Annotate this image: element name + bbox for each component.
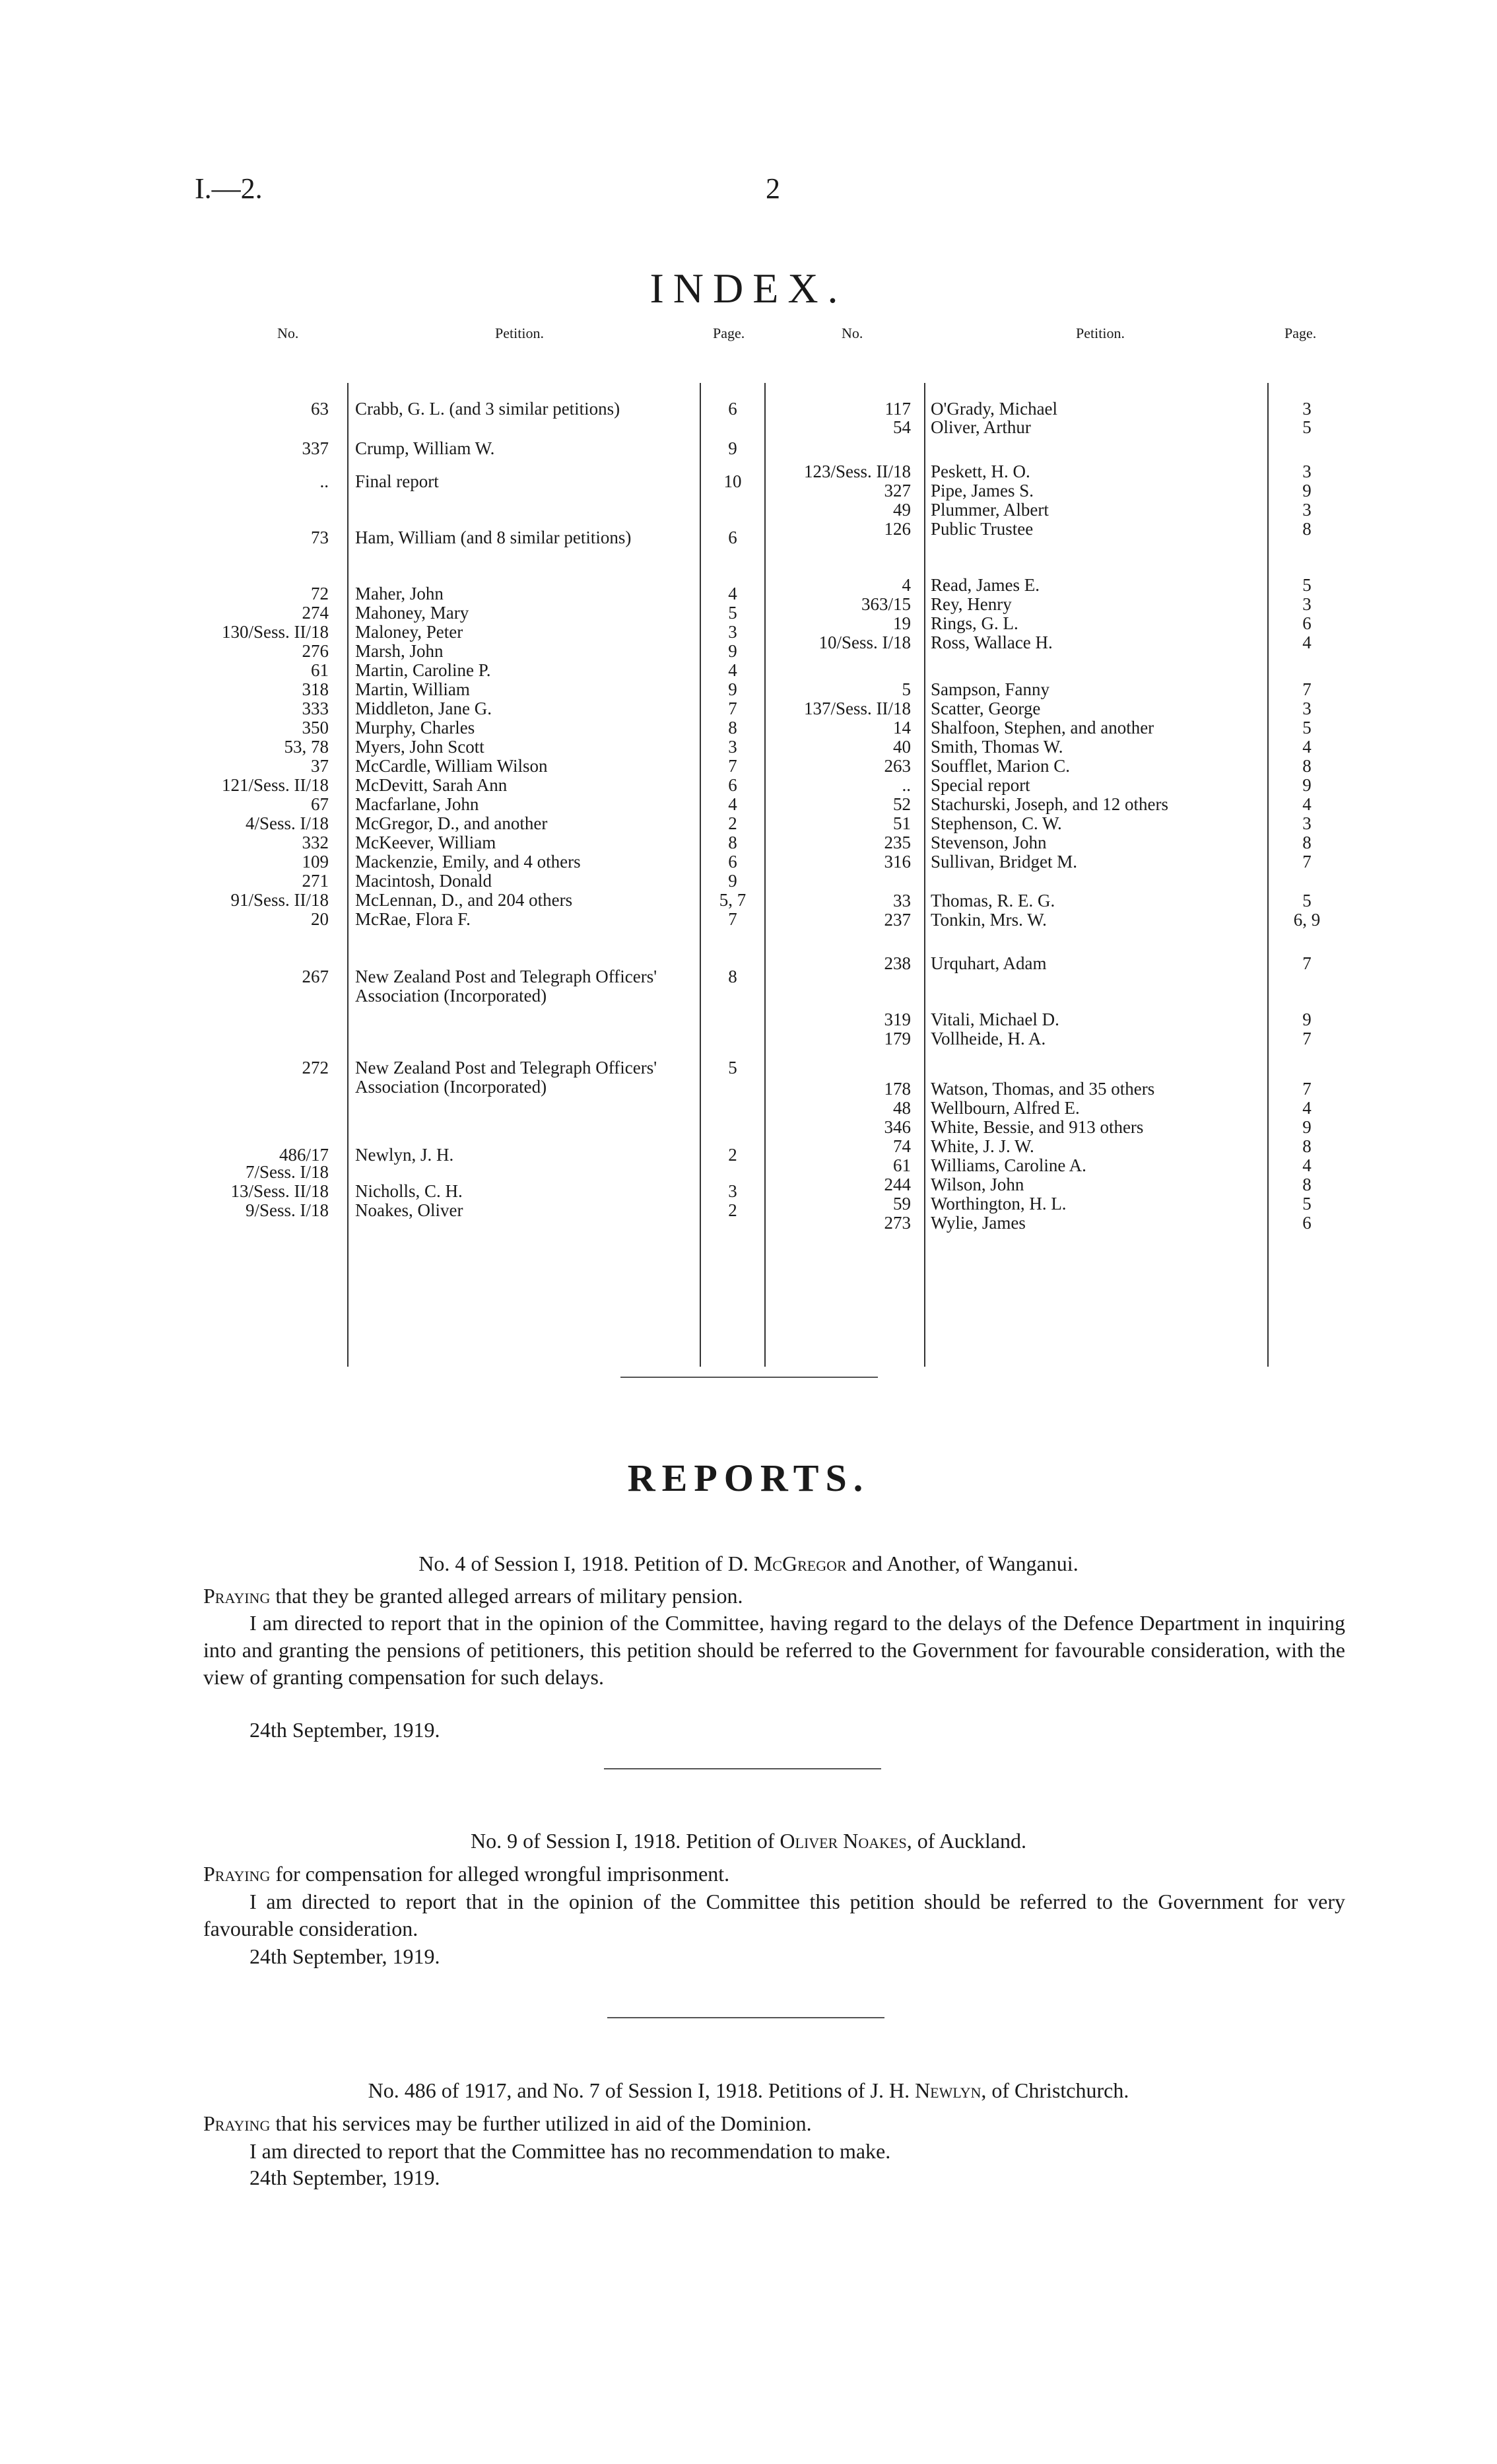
table-row bbox=[185, 737, 766, 757]
row-petition: Final report bbox=[355, 471, 439, 491]
row-page: 8 bbox=[1302, 756, 1312, 776]
index-table-left bbox=[185, 324, 766, 1314]
row-petition: Stephenson, C. W. bbox=[931, 813, 1062, 833]
row-page: 7 bbox=[728, 909, 737, 929]
column-header-page: Page. bbox=[1284, 325, 1317, 341]
row-number: 40 bbox=[893, 737, 911, 757]
row-page: 6, 9 bbox=[1293, 910, 1321, 930]
table-row bbox=[766, 1099, 1347, 1118]
row-page: 2 bbox=[728, 1200, 737, 1220]
row-page: 5 bbox=[1302, 718, 1312, 737]
row-number: 91/Sess. II/18 bbox=[230, 890, 329, 910]
row-page: 8 bbox=[1302, 519, 1312, 539]
table-row bbox=[185, 891, 766, 910]
row-petition: White, J. J. W. bbox=[931, 1136, 1034, 1156]
row-number: 327 bbox=[884, 481, 911, 500]
row-petition: O'Grady, Michael bbox=[931, 399, 1058, 419]
table-row bbox=[185, 718, 766, 737]
table-row bbox=[185, 795, 766, 814]
row-number: 37 bbox=[311, 756, 329, 776]
row-petition: Martin, Caroline P. bbox=[355, 660, 491, 680]
table-row bbox=[766, 1175, 1347, 1194]
row-page: 5 bbox=[1302, 417, 1312, 437]
table-row bbox=[766, 718, 1347, 737]
row-page: 4 bbox=[1302, 737, 1312, 757]
row-petition: Worthington, H. L. bbox=[931, 1194, 1067, 1214]
row-petition: Smith, Thomas W. bbox=[931, 737, 1063, 757]
row-number: 273 bbox=[884, 1213, 911, 1233]
row-page: 4 bbox=[1302, 633, 1312, 652]
praying-label: Praying bbox=[203, 2111, 271, 2135]
row-page: 2 bbox=[728, 813, 737, 833]
row-number: 263 bbox=[884, 756, 911, 776]
row-number: 316 bbox=[884, 852, 911, 872]
report-date: 24th September, 1919. bbox=[249, 1718, 440, 1742]
row-petition: Crump, William W. bbox=[355, 438, 495, 458]
row-number: 179 bbox=[884, 1029, 911, 1048]
row-petition: Read, James E. bbox=[931, 575, 1040, 595]
row-page: 7 bbox=[1302, 953, 1312, 973]
row-page: 2 bbox=[728, 1145, 737, 1165]
row-page: 7 bbox=[728, 756, 737, 776]
row-page: 3 bbox=[728, 622, 737, 642]
row-petition: Noakes, Oliver bbox=[355, 1200, 463, 1220]
row-number: .. bbox=[319, 471, 329, 491]
index-table-right bbox=[766, 324, 1347, 1314]
table-row bbox=[185, 528, 766, 547]
row-number: 61 bbox=[311, 660, 329, 680]
row-number: 13/Sess. II/18 bbox=[230, 1181, 329, 1201]
row-petition: Stachurski, Joseph, and 12 others bbox=[931, 794, 1168, 814]
row-petition: Rings, G. L. bbox=[931, 613, 1018, 633]
reports-title: REPORTS. bbox=[627, 1456, 870, 1499]
page-number: 2 bbox=[766, 172, 780, 205]
report-body: I am directed to report that in the opinion of the Committee, having regard to the delays of the Defence Department in inquiring into and granting the pensions of petitioners, this petition should be referred to the Government for favourable consideration, with the view of granting compensation for such delays. bbox=[203, 1611, 1345, 1689]
table-row bbox=[185, 642, 766, 661]
row-number: 53, 78 bbox=[284, 737, 329, 757]
row-number: 337 bbox=[302, 438, 329, 458]
row-number: 73 bbox=[311, 528, 329, 547]
table-row bbox=[766, 614, 1347, 633]
table-row bbox=[185, 814, 766, 833]
table-row bbox=[185, 661, 766, 680]
row-page: 6 bbox=[728, 528, 737, 547]
row-page: 8 bbox=[728, 833, 737, 852]
row-page: 8 bbox=[728, 967, 737, 986]
row-number: 178 bbox=[884, 1079, 911, 1099]
row-number: 49 bbox=[893, 500, 911, 520]
row-petition: Rey, Henry bbox=[931, 594, 1012, 614]
row-petition: Vitali, Michael D. bbox=[931, 1010, 1059, 1029]
row-number: 51 bbox=[893, 813, 911, 833]
row-page: 3 bbox=[1302, 594, 1312, 614]
row-petition: Peskett, H. O. bbox=[931, 462, 1030, 481]
row-page: 3 bbox=[1302, 813, 1312, 833]
row-number: 117 bbox=[884, 399, 911, 419]
row-petition: McGregor, D., and another bbox=[355, 813, 548, 833]
row-number: 319 bbox=[884, 1010, 911, 1029]
table-row bbox=[766, 910, 1347, 930]
table-row bbox=[766, 1156, 1347, 1175]
row-page: 9 bbox=[1302, 1117, 1312, 1137]
table-row bbox=[185, 757, 766, 776]
table-row bbox=[185, 584, 766, 603]
row-page: 4 bbox=[728, 794, 737, 814]
row-page: 9 bbox=[1302, 775, 1312, 795]
row-number: 137/Sess. II/18 bbox=[804, 699, 911, 718]
row-petition: Wellbourn, Alfred E. bbox=[931, 1098, 1080, 1118]
row-number: 61 bbox=[893, 1155, 911, 1175]
row-petition: New Zealand Post and Telegraph Officers' Association (Incorporated) bbox=[355, 1058, 657, 1097]
row-number: 63 bbox=[311, 399, 329, 419]
row-page: 4 bbox=[1302, 794, 1312, 814]
row-page: 5 bbox=[1302, 891, 1312, 910]
report-heading-tail: , of Christchurch. bbox=[981, 2078, 1129, 2102]
table-row bbox=[185, 1163, 766, 1182]
table-row bbox=[766, 1194, 1347, 1214]
row-page: 9 bbox=[728, 641, 737, 661]
praying-line bbox=[203, 1583, 1345, 1610]
row-page: 10 bbox=[723, 471, 742, 491]
table-row bbox=[766, 737, 1347, 757]
table-row bbox=[766, 891, 1347, 910]
row-number: 271 bbox=[302, 871, 329, 891]
row-number: 72 bbox=[311, 584, 329, 603]
row-petition: Sampson, Fanny bbox=[931, 679, 1050, 699]
row-page: 7 bbox=[1302, 1029, 1312, 1048]
row-number: 54 bbox=[893, 417, 911, 437]
row-petition: Ross, Wallace H. bbox=[931, 633, 1053, 652]
row-number: 9/Sess. I/18 bbox=[245, 1200, 329, 1220]
index-title: INDEX. bbox=[649, 265, 848, 312]
table-row bbox=[185, 472, 766, 491]
row-page: 6 bbox=[1302, 613, 1312, 633]
praying-text: that his services may be further utilized in aid of the Dominion. bbox=[270, 2111, 812, 2135]
row-page: 5, 7 bbox=[719, 890, 747, 910]
report-date: 24th September, 1919. bbox=[249, 2166, 440, 2189]
table-row bbox=[766, 481, 1347, 500]
row-petition: Mahoney, Mary bbox=[355, 603, 469, 623]
row-page: 5 bbox=[1302, 1194, 1312, 1214]
report-heading-text: No. 4 of Session I, 1918. Petition of D. bbox=[418, 1552, 754, 1575]
row-petition: Wylie, James bbox=[931, 1213, 1026, 1233]
row-petition: Ham, William (and 8 similar petitions) bbox=[355, 528, 632, 547]
table-row bbox=[766, 1137, 1347, 1156]
row-page: 8 bbox=[1302, 1175, 1312, 1194]
report-heading bbox=[0, 1552, 1497, 1576]
praying-line bbox=[203, 1861, 1345, 1888]
row-number: 4/Sess. I/18 bbox=[245, 813, 329, 833]
petitioner-name: Oliver Noakes bbox=[780, 1829, 907, 1853]
row-petition: Shalfoon, Stephen, and another bbox=[931, 718, 1154, 737]
row-page: 9 bbox=[728, 679, 737, 699]
row-petition: White, Bessie, and 913 others bbox=[931, 1117, 1144, 1137]
praying-text: for compensation for alleged wrongful imprisonment. bbox=[270, 1862, 730, 1886]
row-number: 350 bbox=[302, 718, 329, 737]
column-header-petition: Petition. bbox=[495, 325, 544, 341]
row-number: 130/Sess. II/18 bbox=[222, 622, 329, 642]
row-number: 276 bbox=[302, 641, 329, 661]
row-petition: Martin, William bbox=[355, 679, 470, 699]
row-number: 272 bbox=[302, 1058, 329, 1078]
row-page: 3 bbox=[728, 1181, 737, 1201]
row-petition: Mackenzie, Emily, and 4 others bbox=[355, 852, 581, 872]
row-number: .. bbox=[902, 775, 911, 795]
row-petition: Public Trustee bbox=[931, 519, 1034, 539]
row-number: 59 bbox=[893, 1194, 911, 1214]
row-number: 74 bbox=[893, 1136, 911, 1156]
row-number: 486/17 bbox=[279, 1145, 329, 1165]
row-number: 4 bbox=[902, 575, 911, 595]
row-number: 235 bbox=[884, 833, 911, 852]
row-number: 48 bbox=[893, 1098, 911, 1118]
row-petition: Maloney, Peter bbox=[355, 622, 463, 642]
row-page: 9 bbox=[728, 871, 737, 891]
row-petition: Sullivan, Bridget M. bbox=[931, 852, 1077, 872]
row-number: 14 bbox=[893, 718, 911, 737]
row-petition: Oliver, Arthur bbox=[931, 417, 1031, 437]
table-row bbox=[766, 814, 1347, 833]
table-row bbox=[185, 872, 766, 891]
row-number: 237 bbox=[884, 910, 911, 930]
row-petition: Vollheide, H. A. bbox=[931, 1029, 1046, 1048]
row-page: 5 bbox=[728, 1058, 737, 1078]
row-page: 7 bbox=[1302, 852, 1312, 872]
table-row bbox=[766, 576, 1347, 595]
row-petition: Maher, John bbox=[355, 584, 444, 603]
table-row bbox=[766, 595, 1347, 614]
row-number: 121/Sess. II/18 bbox=[222, 775, 329, 795]
row-petition: McRae, Flora F. bbox=[355, 909, 471, 929]
row-number: 332 bbox=[302, 833, 329, 852]
row-petition: Macfarlane, John bbox=[355, 794, 479, 814]
row-page: 7 bbox=[1302, 679, 1312, 699]
table-row bbox=[766, 776, 1347, 795]
table-row bbox=[766, 795, 1347, 814]
row-petition: Middleton, Jane G. bbox=[355, 699, 492, 718]
report-heading-tail: , of Auckland. bbox=[906, 1829, 1027, 1853]
row-page: 7 bbox=[1302, 1079, 1312, 1099]
table-row bbox=[766, 418, 1347, 437]
table-row bbox=[766, 699, 1347, 718]
table-row bbox=[185, 833, 766, 852]
document-reference: I.—2. bbox=[195, 172, 263, 205]
row-petition: Pipe, James S. bbox=[931, 481, 1034, 500]
row-page: 3 bbox=[1302, 699, 1312, 718]
row-page: 9 bbox=[1302, 1010, 1312, 1029]
table-row bbox=[766, 757, 1347, 776]
row-page: 3 bbox=[728, 737, 737, 757]
row-page: 8 bbox=[1302, 1136, 1312, 1156]
row-page: 8 bbox=[728, 718, 737, 737]
row-page: 6 bbox=[1302, 1213, 1312, 1233]
column-header-no: No. bbox=[277, 325, 299, 341]
petitioner-name: McGregor bbox=[753, 1552, 847, 1575]
row-page: 6 bbox=[728, 775, 737, 795]
table-row bbox=[185, 399, 766, 419]
row-petition: Marsh, John bbox=[355, 641, 444, 661]
section-divider bbox=[604, 1768, 881, 1769]
row-page: 3 bbox=[1302, 399, 1312, 419]
row-petition: Special report bbox=[931, 775, 1030, 795]
row-petition: Williams, Caroline A. bbox=[931, 1155, 1086, 1175]
row-petition: McDevitt, Sarah Ann bbox=[355, 775, 508, 795]
row-number: 274 bbox=[302, 603, 329, 623]
row-number: 19 bbox=[893, 613, 911, 633]
row-number: 238 bbox=[884, 953, 911, 973]
row-page: 4 bbox=[1302, 1155, 1312, 1175]
praying-label: Praying bbox=[203, 1862, 271, 1886]
report-heading bbox=[0, 2078, 1497, 2103]
table-row bbox=[185, 852, 766, 872]
row-number: 33 bbox=[893, 891, 911, 910]
table-row bbox=[185, 776, 766, 795]
row-number: 20 bbox=[311, 909, 329, 929]
row-page: 4 bbox=[728, 584, 737, 603]
row-petition: Scatter, George bbox=[931, 699, 1041, 718]
table-row bbox=[766, 1214, 1347, 1233]
row-page: 3 bbox=[1302, 462, 1312, 481]
row-petition: Watson, Thomas, and 35 others bbox=[931, 1079, 1155, 1099]
table-row bbox=[185, 623, 766, 642]
row-petition: New Zealand Post and Telegraph Officers' Association (Incorporated) bbox=[355, 967, 657, 1006]
row-petition: McKeever, William bbox=[355, 833, 496, 852]
table-row bbox=[185, 1058, 766, 1097]
row-number: 123/Sess. II/18 bbox=[804, 462, 911, 481]
row-page: 7 bbox=[728, 699, 737, 718]
table-row bbox=[766, 954, 1347, 973]
report-body: I am directed to report that in the opinion of the Committee this petition should be referred to the Government for very favourable consideration. bbox=[203, 1890, 1345, 1940]
row-petition: Tonkin, Mrs. W. bbox=[931, 910, 1047, 930]
column-header-petition: Petition. bbox=[1076, 325, 1125, 341]
row-number: 52 bbox=[893, 794, 911, 814]
table-row bbox=[185, 603, 766, 623]
column-header-no: No. bbox=[842, 325, 863, 341]
section-divider bbox=[607, 2017, 884, 2018]
row-number: 126 bbox=[884, 519, 911, 539]
table-row bbox=[185, 439, 766, 458]
table-row bbox=[766, 1010, 1347, 1029]
report-body: I am directed to report that the Committee has no recommendation to make. bbox=[249, 2139, 891, 2163]
row-page: 4 bbox=[728, 660, 737, 680]
row-petition: Soufflet, Marion C. bbox=[931, 756, 1070, 776]
row-petition: Wilson, John bbox=[931, 1175, 1024, 1194]
table-row bbox=[185, 1182, 766, 1201]
table-row bbox=[766, 399, 1347, 419]
table-row bbox=[766, 520, 1347, 539]
row-petition: McLennan, D., and 204 others bbox=[355, 890, 573, 910]
row-petition: Murphy, Charles bbox=[355, 718, 475, 737]
row-petition: McCardle, William Wilson bbox=[355, 756, 548, 776]
row-page: 6 bbox=[728, 399, 737, 419]
row-petition: Crabb, G. L. (and 3 similar petitions) bbox=[355, 399, 620, 419]
table-row bbox=[766, 680, 1347, 699]
row-number: 333 bbox=[302, 699, 329, 718]
row-page: 4 bbox=[1302, 1098, 1312, 1118]
row-number: 67 bbox=[311, 794, 329, 814]
row-page: 3 bbox=[1302, 500, 1312, 520]
row-petition: Stevenson, John bbox=[931, 833, 1047, 852]
report-heading-text: No. 9 of Session I, 1918. Petition of bbox=[470, 1829, 780, 1853]
praying-label: Praying bbox=[203, 1584, 271, 1608]
row-number: 109 bbox=[302, 852, 329, 872]
row-number: 318 bbox=[302, 679, 329, 699]
row-number: 267 bbox=[302, 967, 329, 986]
praying-line bbox=[203, 2110, 1345, 2137]
row-petition: Thomas, R. E. G. bbox=[931, 891, 1055, 910]
row-page: 8 bbox=[1302, 833, 1312, 852]
row-page: 9 bbox=[1302, 481, 1312, 500]
table-row bbox=[185, 699, 766, 718]
row-petition: Nicholls, C. H. bbox=[355, 1181, 463, 1201]
row-number: 5 bbox=[902, 679, 911, 699]
row-petition: Urquhart, Adam bbox=[931, 953, 1047, 973]
row-page: 5 bbox=[728, 603, 737, 623]
row-number: 346 bbox=[884, 1117, 911, 1137]
row-page: 9 bbox=[728, 438, 737, 458]
row-petition: Macintosh, Donald bbox=[355, 871, 492, 891]
row-number: 7/Sess. I/18 bbox=[245, 1162, 329, 1182]
table-row bbox=[766, 1079, 1347, 1099]
table-row bbox=[766, 633, 1347, 652]
report-heading bbox=[0, 1829, 1497, 1853]
table-row bbox=[766, 833, 1347, 852]
table-row bbox=[766, 500, 1347, 520]
table-row bbox=[766, 1118, 1347, 1137]
table-row bbox=[185, 1201, 766, 1220]
column-header-page: Page. bbox=[713, 325, 745, 341]
row-number: 10/Sess. I/18 bbox=[818, 633, 911, 652]
report-heading-text: No. 486 of 1917, and No. 7 of Session I, 1918. Petitions of J. H. bbox=[368, 2078, 915, 2102]
table-row bbox=[766, 1029, 1347, 1048]
table-row bbox=[766, 852, 1347, 872]
row-page: 5 bbox=[1302, 575, 1312, 595]
table-row bbox=[185, 910, 766, 929]
row-number: 363/15 bbox=[861, 594, 911, 614]
praying-text: that they be granted alleged arrears of military pension. bbox=[270, 1584, 743, 1608]
table-row bbox=[185, 967, 766, 1006]
row-petition: Plummer, Albert bbox=[931, 500, 1049, 520]
row-number: 244 bbox=[884, 1175, 911, 1194]
table-row bbox=[766, 462, 1347, 481]
report-date: 24th September, 1919. bbox=[249, 1944, 440, 1968]
row-petition: Newlyn, J. H. bbox=[355, 1145, 454, 1165]
table-row bbox=[185, 680, 766, 699]
row-petition: Myers, John Scott bbox=[355, 737, 484, 757]
row-page: 6 bbox=[728, 852, 737, 872]
section-divider bbox=[620, 1377, 878, 1378]
petitioner-name: Newlyn bbox=[915, 2078, 981, 2102]
report-heading-tail: and Another, of Wanganui. bbox=[846, 1552, 1079, 1575]
